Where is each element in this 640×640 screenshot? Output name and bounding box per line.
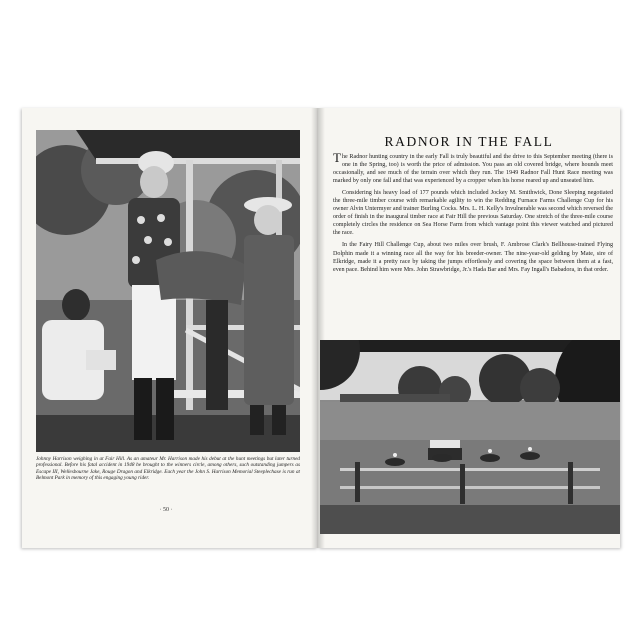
article-body: [333, 150, 613, 278]
article-paragraph: In the Fairy Hill Challenge Cup, about two miles over brush, F. Ambrose Clark's Bellhouse-trained Flying Dolphin made it a winning race all the way for his breeder-owner. The nine-year-old gelding by Mate, sire of Elkridge, made it a pretty race by taking the jumps effortlessly and covering the space between them at a fast, even pace. Behind him were Mrs. John Strawbridge, Jr.'s Hada Bar and Mrs. Fay Ingall's Babadora, in that order.: [333, 242, 613, 273]
page-number: · 50 ·: [159, 507, 173, 513]
article-paragraph: The Radnor hunting country in the early Fall is truly beautiful and the drive to this September meeting (there is one in the Spring, too) is worth the price of admission. You pass an old covered bridge, where hounds meet occasionally, and see much of the terrain over which they run. The 1949 Radnor Fall Hunt Race meeting was marked by only one fall and that was experienced by a cropper when his horse reared up and unseated him.: [333, 150, 613, 185]
article-title: RADNOR IN THE FALL: [384, 134, 554, 149]
photo-caption: Johnny Harrison weighing in at Fair Hill. As an amateur Mr. Harrison made his debut at the hunt meetings but later turned professional. Before his fatal accident in 1948 he brought to the winners circle, among others, such outstanding jumpers as Escape III, Wellesbourne Jake, Rouge Dragon and Elkridge. Each year the John S. Harrison Memorial Steeplechase is run at Belmont Park in memory of this engaging young rider.: [36, 456, 300, 481]
drop-cap: T: [333, 150, 341, 165]
article-paragraph: Considering his heavy load of 177 pounds which included Jockey M. Smithwick, Done Sleeping negotiated the three-mile timber course with remarkable agility to win the Redding Furnace Farms Challenge Cup for his owner Alvin Untermyer and trainer Burling Cocks. Mrs. L. H. Kelly's Invulnerable was second which reversed the order of finish in the inaugural timber race at Fair Hill the previous Saturday. One stretch of the three-mile course completely circles the residence on Sea Horse Farm from which vantage point this viewer watched and pictured the race.: [333, 190, 613, 237]
jockey-weighing-in-photo-icon: [36, 130, 300, 452]
steeplechase-field-photo-icon: [320, 340, 620, 534]
